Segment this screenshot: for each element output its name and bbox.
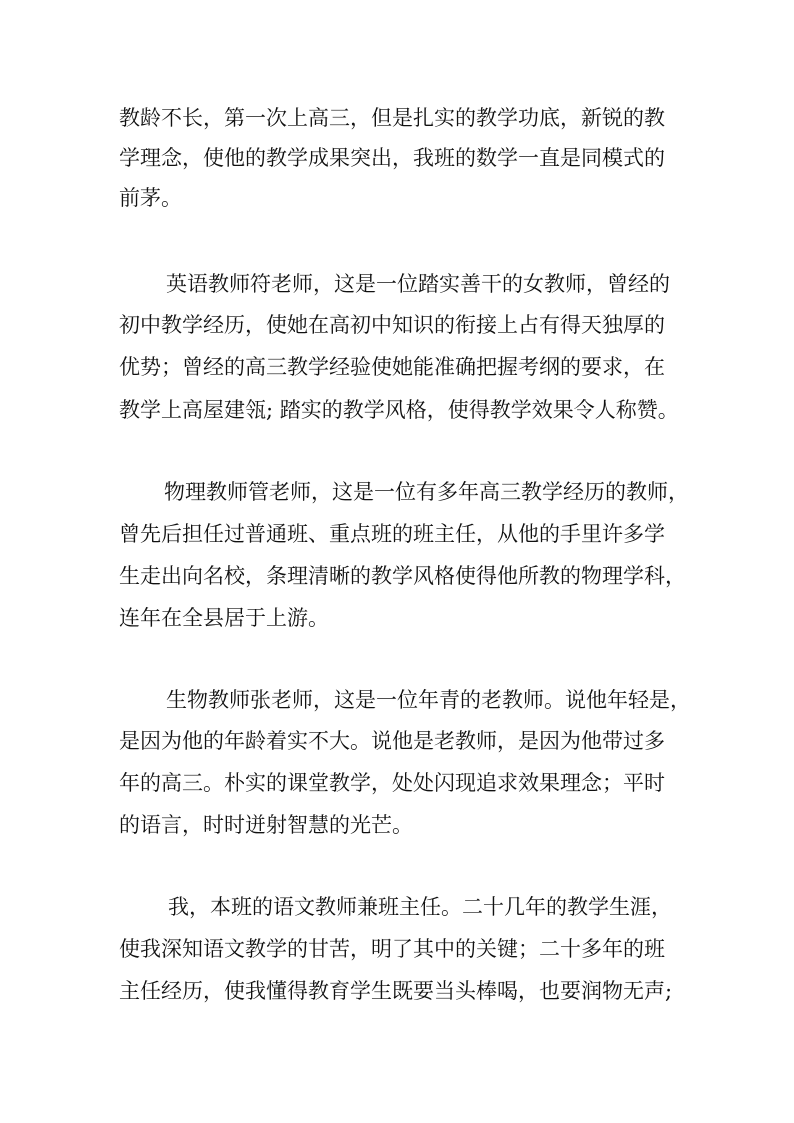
text-line: 初中教学经历，使她在高初中知识的衔接上占有得天独厚的 — [119, 313, 665, 337]
text-line: 主任经历，使我懂得教育学生既要当头棒喝，也要润物无声; — [119, 979, 673, 1003]
text-line: 生物教师张老师，这是一位年青的老教师。说他年轻是， — [166, 688, 691, 712]
text-line: 学理念，使他的教学成果突出，我班的数学一直是同模式的 — [119, 146, 665, 170]
text-line: 生走出向名校，条理清晰的教学风格使得他所教的物理学科， — [119, 564, 686, 588]
text-line: 教学上高屋建瓴; 踏实的教学风格，使得教学效果令人称赞。 — [119, 398, 679, 422]
text-line: 是因为他的年龄着实不大。说他是老教师，是因为他带过多 — [119, 729, 665, 753]
text-line: 我，本班的语文教师兼班主任。二十几年的教学生涯， — [168, 895, 672, 919]
text-line: 的语言，时时迸射智慧的光芒。 — [119, 813, 413, 837]
text-line: 使我深知语文教学的甘苦，明了其中的关键；二十多年的班 — [119, 937, 665, 961]
text-line: 曾先后担任过普通班、重点班的班主任，从他的手里许多学 — [119, 522, 665, 546]
text-line: 教龄不长，第一次上高三，但是扎实的教学功底，新锐的教 — [119, 106, 665, 130]
text-line: 年的高三。朴实的课堂教学，处处闪现追求效果理念；平时 — [119, 771, 665, 795]
text-line: 前茅。 — [119, 186, 182, 210]
text-line: 英语教师符老师，这是一位踏实善干的女教师，曾经的 — [166, 272, 670, 296]
text-line: 优势；曾经的高三教学经验使她能准确把握考纲的要求，在 — [119, 355, 665, 379]
text-line: 连年在全县居于上游。 — [119, 606, 329, 630]
text-line: 物理教师管老师，这是一位有多年高三教学经历的教师， — [164, 480, 689, 504]
